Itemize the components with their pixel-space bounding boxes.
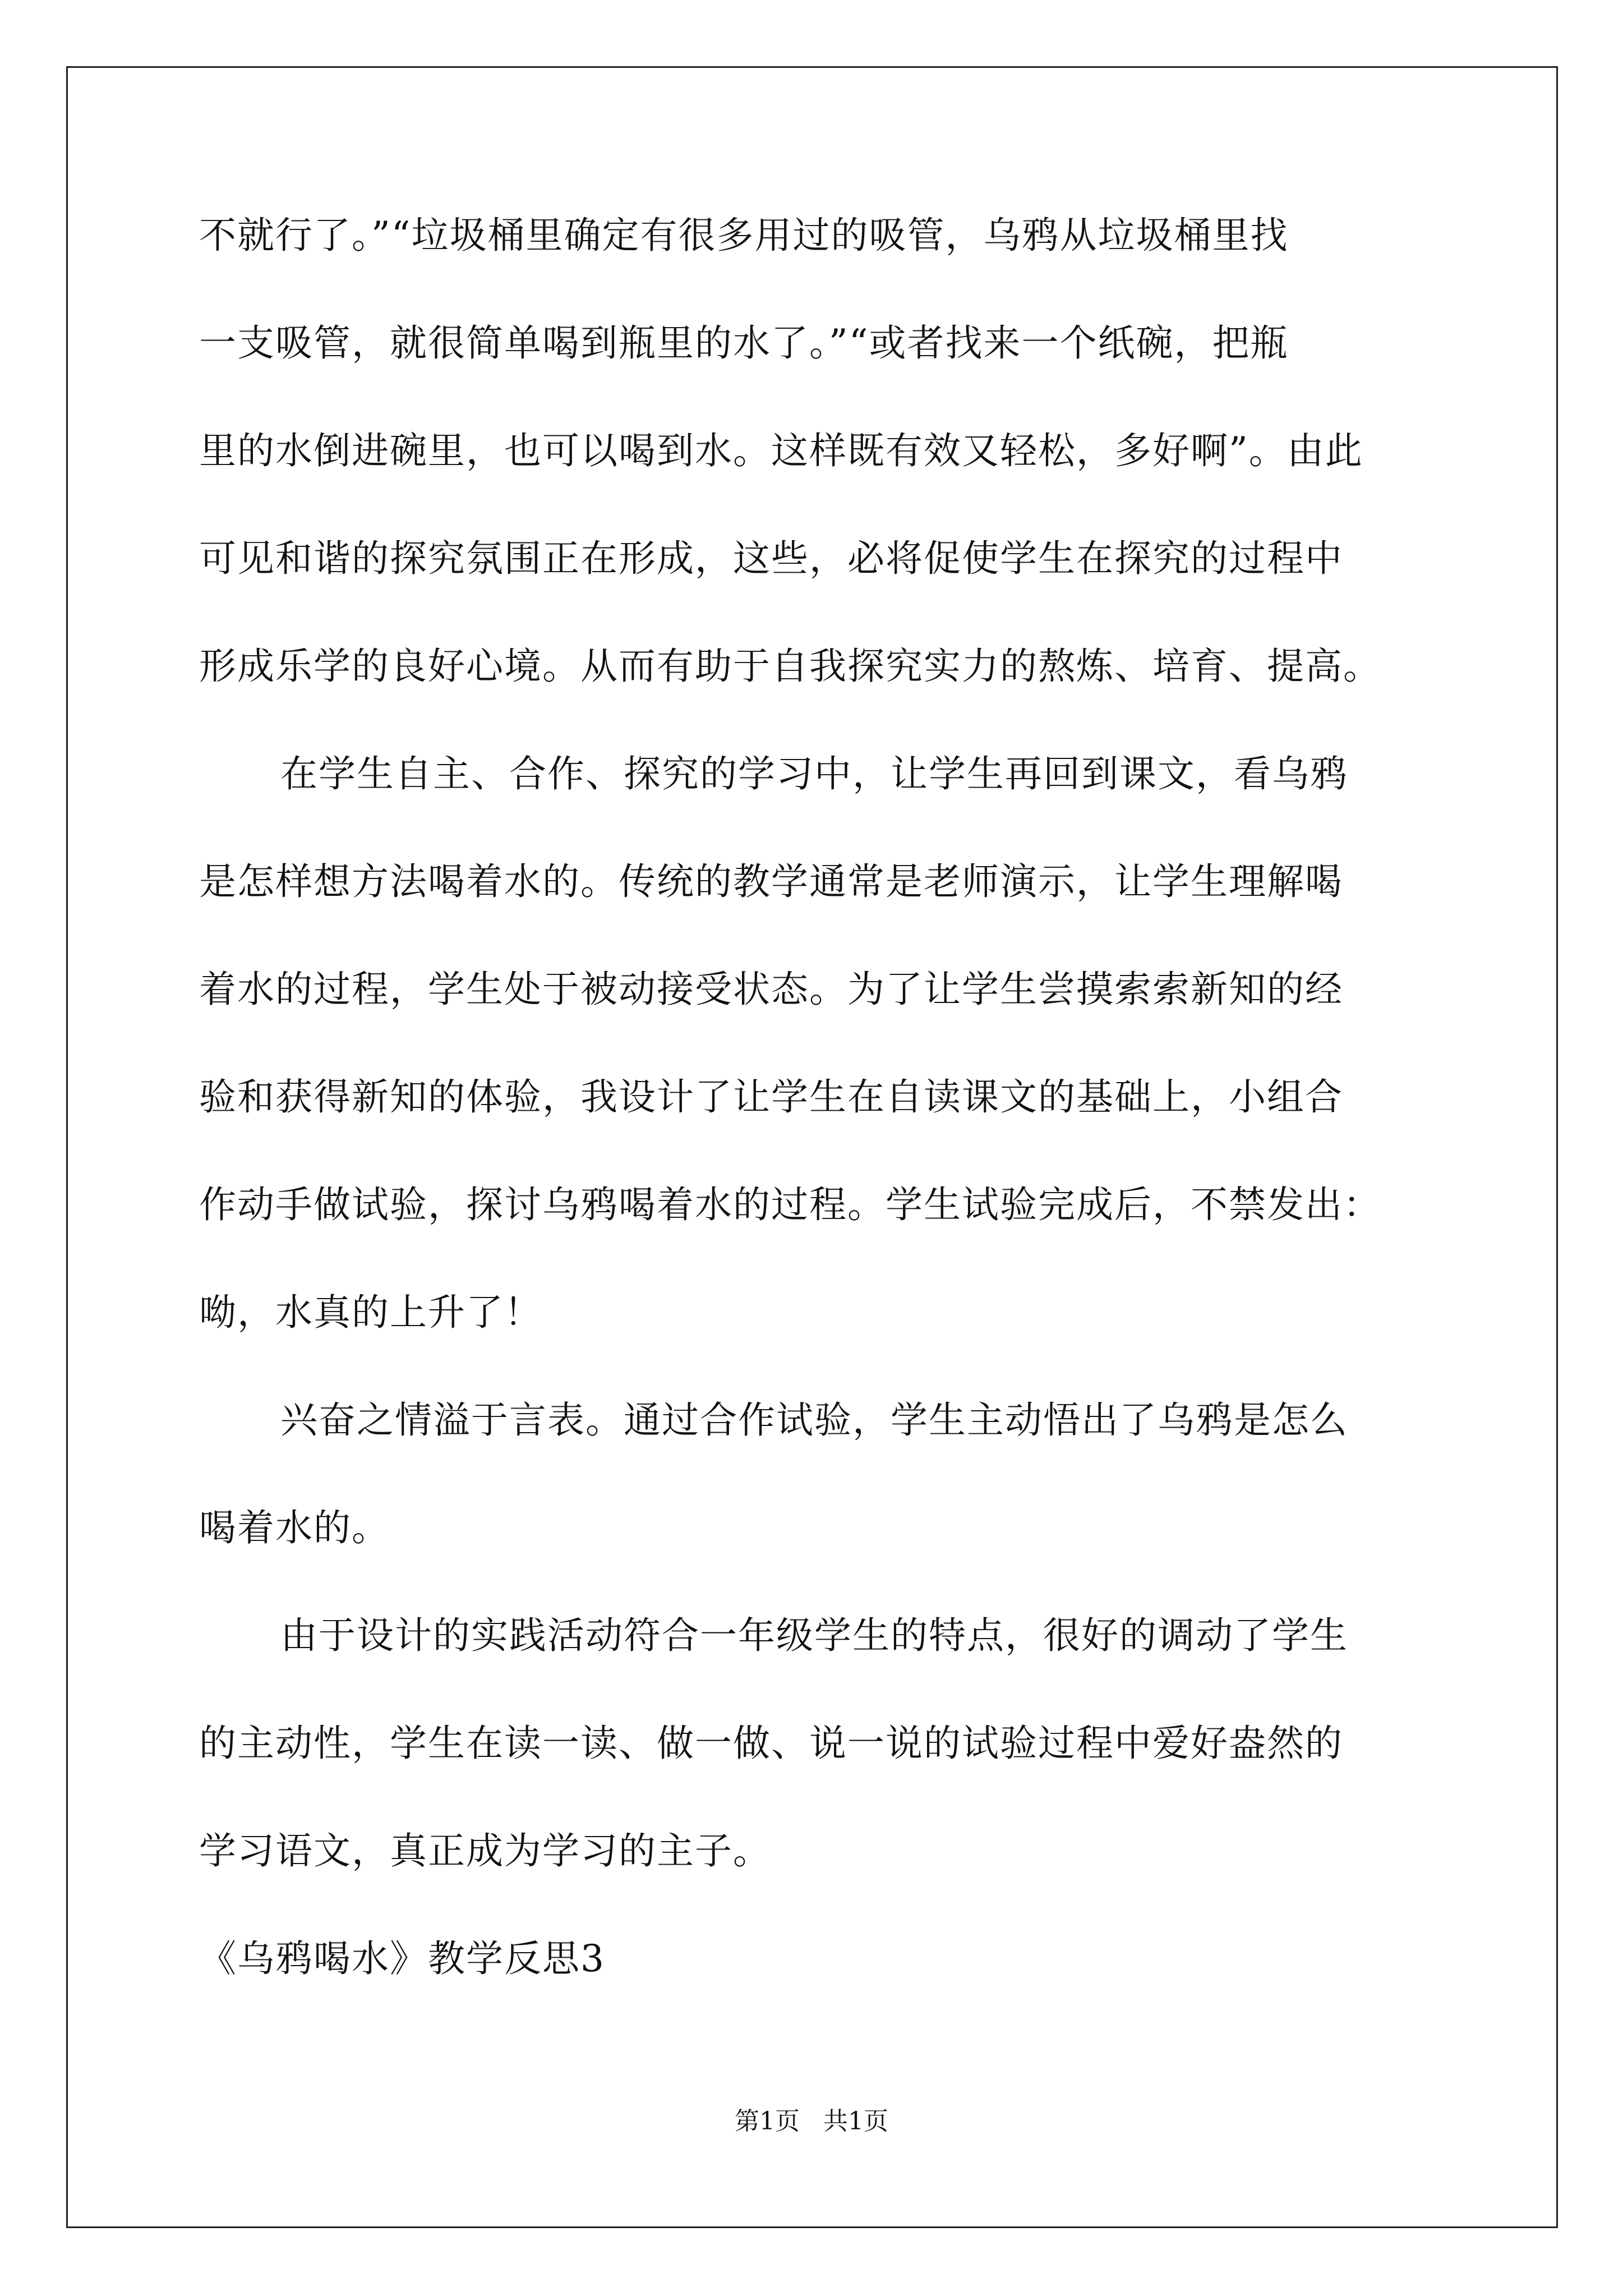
page-number: 第1页 共1页 — [735, 2107, 888, 2136]
text-line: 喝着水的。 — [199, 1506, 390, 1549]
text-line: 不就行了。”“垃圾桶里确定有很多用过的吸管，乌鸦从垃圾桶里找 — [199, 214, 1289, 257]
text-line: 作动手做试验，探讨乌鸦喝着水的过程。学生试验完成后，不禁发出： — [199, 1183, 1381, 1226]
text-line: 可见和谐的探究氛围正在形成，这些，必将促使学生在探究的过程中 — [199, 537, 1343, 580]
text-line: 着水的过程，学生处于被动接受状态。为了让学生尝摸索索新知的经 — [199, 968, 1343, 1011]
text-line: 形成乐学的良好心境。从而有助于自我探究实力的熬炼、培育、提高。 — [199, 645, 1381, 688]
paragraph-first-line: 兴奋之情溢于言表。通过合作试验，学生主动悟出了乌鸦是怎么 — [280, 1398, 1348, 1442]
text-line: 里的水倒进碗里，也可以喝到水。这样既有效又轻松，多好啊”。由此 — [199, 429, 1363, 472]
text-line: 学习语文，真正成为学习的主子。 — [199, 1829, 771, 1872]
page-border — [66, 66, 1558, 2228]
text-line: 是怎样想方法喝着水的。传统的教学通常是老师演示，让学生理解喝 — [199, 860, 1343, 903]
section-heading: 《乌鸦喝水》教学反思3 — [199, 1937, 605, 1980]
paragraph-first-line: 由于设计的实践活动符合一年级学生的特点，很好的调动了学生 — [280, 1614, 1348, 1657]
text-line: 呦，水真的上升了！ — [199, 1291, 542, 1334]
paragraph-first-line: 在学生自主、合作、探究的学习中，让学生再回到课文，看乌鸦 — [280, 752, 1348, 795]
text-line: 一支吸管，就很简单喝到瓶里的水了。”“或者找来一个纸碗，把瓶 — [199, 321, 1289, 365]
text-line: 验和获得新知的体验，我设计了让学生在自读课文的基础上，小组合 — [199, 1075, 1343, 1119]
text-line: 的主动性，学生在读一读、做一做、说一说的试验过程中爱好盎然的 — [199, 1722, 1343, 1765]
